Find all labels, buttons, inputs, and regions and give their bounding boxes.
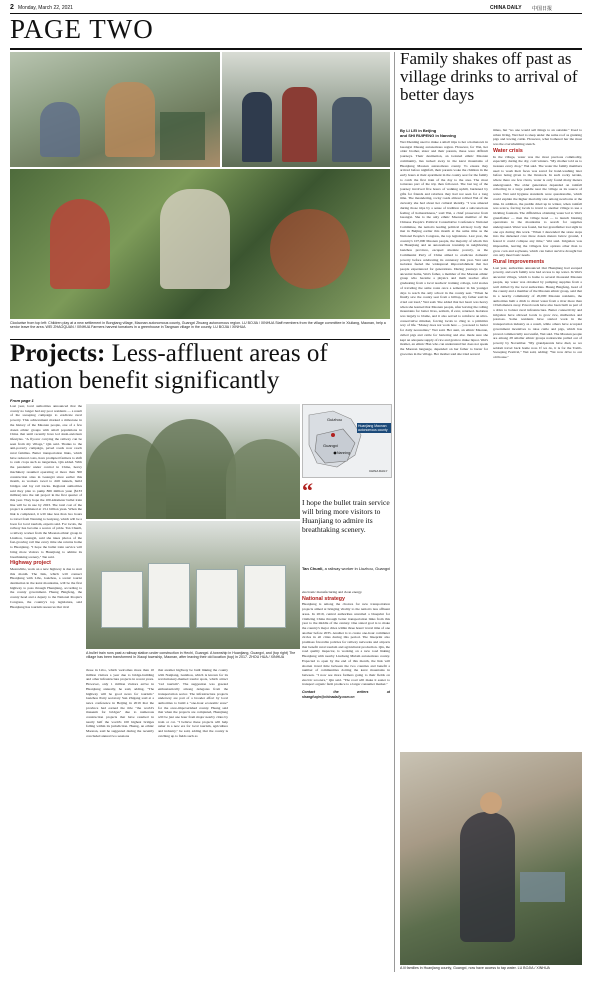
photo-detail — [105, 82, 155, 157]
photo-children-settlement — [10, 52, 220, 167]
photo-detail — [196, 569, 238, 628]
right-story-headline: Family shakes off past as village drinks to arrival of better days — [400, 49, 578, 104]
quote-attribution — [302, 566, 390, 571]
photo-tap-water — [400, 752, 582, 965]
photo-detail — [148, 563, 190, 628]
photo-detail — [242, 92, 272, 162]
photo-karst-mountains — [86, 404, 300, 519]
photo-village-committee — [222, 52, 390, 167]
from-page: From page 1 — [10, 398, 34, 403]
right-story-byline-2: and SHI RUIPENG in Nanning — [400, 133, 457, 138]
main-headline-kicker: Projects: — [10, 340, 106, 367]
subhead-national-strategy: National strategy — [302, 595, 345, 602]
photo-detail — [244, 565, 286, 628]
right-story-divider — [394, 52, 395, 972]
photo-new-village — [86, 521, 300, 649]
map — [302, 404, 392, 478]
section-title: PAGE TWO — [10, 14, 154, 44]
right-story-col1: Wei Zhenting used to make a small trips to her a hometown in Guangxi Zhuang autonomous region. However, for Wei, her older brother, sister and their parents, these were difficult journeys. Their destination, an isolated ethnic Maonan community, lies tucked away in the karst mountains of Huanjiang Maonan autonomous county. To ensure they arrived before nightfall, their parents woke the children in the early hours at their apartment in the county seat for the family to catch the first train of the day to the area. The most torturous part of the trip then followed. The last leg of the journey involved five hours of walking uphill, burdened by gifts for friends and relatives they had not seen for a long time. The meandering, rocky roads almost robbed Wei of the curiosity she had about her cultural identity. "I was amazed during those trips by a sense of tradition and a subconscious feeling of homesickness," said Wei, a chief prosecutor from Guangxi. She is the only ethnic Maonan member of the Chinese People's Political Consultative Conference National Committee, the nation's leading political advisory body that met in Beijing earlier this month at the same time as the National People's Congress, the top legislature. Last year, the country's 107,000 Maonan people, the majority of whom live in Huanjiang and an autonomous township in neighboring Guizhou province, escaped absolute poverty, as the Communist Party of China aimed to eradicate domestic poverty before celebrating its centenary this year. Wei said isolation fueled the widespread impoverishment that her people experienced for generations. During journeys to the ancestral home, Wei's father, a member of the Maonan ethnic group who became a physics and math teacher after graduating from a local teachers' training college, told stories of traveling the same route once a semester in his younger days to reach the only school in the county seat. "When he finally saw the county seat from a hilltop, my father said he cried out loud," Wei said. She added that her heart was heavy when she learned that Maonan people, after leaving the rolling mountains for better lives, seldom, if ever, returned. Isolation was largely to blame, and it also served to reinforce an ultra-conservative mindset, forcing locals to cling to a primitive way of life. "Money does not work here — you need to barter for daily necessities," Wei said. Her aunt, an ethnic Maonan, culled pigs and cattle for bartering and also made sure she kept an adequate supply of rice and grain to make liquor. Wei's mother, an ethnic Han who can understand but does not speak the Maonan language, depended on her father to barter for groceries in the village. Her mother said she tried several — [400, 140, 488, 356]
photo-detail — [332, 97, 372, 162]
map-svg — [303, 405, 391, 477]
main-col1b-text: Meanwhile, work on a new highway is due to start this month. The link, which will connect Huanjiang with Libo, Guizhou, a scenic tourist destination in the karst mountains, will be the first highway to pass through Huanjiang, according to the county government. Huang Bingfeng, the county head and a deputy to the National People's Congress, the country's top legislature, said Huanjiang has tourism resources that rival — [10, 566, 82, 609]
main-col4b-text: Huanjiang is among the choices for new transportation projects aimed at bringing vitality to the nation's less affluent areas. In 2019, central authorities unveiled a blueprint for vitalizing China through better transportation links from this year to the middle of the century. One stated goal is to make the country's major cities within three hours' travel time of one another before 2035. Another is to create one-hour commuter circles in all cities during this period. The blueprint also promises favorable policies for railway networks and airports that benefit rural tourism and agricultural production. Qin, the road quality inspector, is working on a new road linking Huanjiang with nearby Liucheng Mulam autonomous county. Expected to open by the end of this month, the link will shorten travel time between the two counties and benefit a number of communities dotting the karst mountains in between. "I now see more farmers going to their fields on electric scooters," Qin said. "The road will make it easier to transport organic farm produce to a larger consumer market." — [302, 602, 390, 687]
main-headline — [10, 340, 390, 394]
photo-detail — [480, 792, 502, 814]
photo-detail — [520, 872, 565, 902]
main-story-col4 — [302, 590, 390, 974]
main-photo-caption: A bullet train runs past a railway station under construction in Hechi, Guangxi. A township in Huanjiang, Guangxi, and (top right) The village has been transformed in Xiaoqi township, Maonan, after leaving their old location (top) in 2017. ZHOU HUA / XINHUA — [86, 651, 296, 660]
map-label-province: Guizhou — [327, 417, 342, 422]
subhead-water-crisis: Water crisis — [493, 147, 523, 154]
photo-detail — [270, 209, 350, 289]
masthead: CHINA DAILY — [490, 5, 522, 11]
right-story-col2c-text: Last year, authorities announced that Huanjiang had escaped poverty, and each family now had access to tap water. In Wei's ancestral village, which is home to several thousand Maonan people, tap water was obtained by pumping supplies from a well drilled by the local authorities. Huang Bingfeng, head of the county and a member of the Maonan ethnic group, said that in a nearby community of 20,000 Maonan residents, the authorities built a ditch to divert water from a river more than 10 kilometers away. Paved roads have also been built as part of a drive to bolster rural infrastructure. Better connectivity and irrigation have allowed locals to grow rice, mulberries and potatoes. Some residents have started work in the transportation industry as a result, while others have accepted government incentives to raise cattle and pigs, which has proved commercially successful, Wei said. The Maonan people are among 28 smaller ethnic groups nationwide pulled out of poverty by November. "My grandparents have died, so we seldom travel back home now. If we do, it is for the Tomb-Sweeping Festival," Wei said, adding: "We now drive to our old house." — [493, 265, 582, 360]
photo-detail — [50, 199, 110, 289]
page-number: 2 — [10, 4, 14, 11]
main-col4-text: electronic manufacturing and clean energy. — [302, 590, 363, 594]
photo-detail — [160, 189, 230, 289]
right-story-col2 — [493, 128, 582, 748]
right-photo-caption: A lil families in Huanjiang county, Guangxi, now have access to tap water. LU BOJIA / XINHUA — [400, 966, 550, 970]
photo-detail — [40, 102, 80, 157]
map-city-marker — [334, 452, 337, 455]
map-label-region: Guangxi — [323, 443, 338, 448]
main-col1-text: Last year, local authorities announced that the county no longer had any poor residents — a result of the sweeping campaign to eradicate rural poverty. This achievement marked a milestone in the history of the Maonan people, one of a few dozen ethnic groups with small populations in China that until recently have led slash-and-burn lifestyles. "A flyover carrying the railway can be seen from my village," Qin said. Thanks to the anti-poverty campaign, paved roads now reach rural families. Better transportation links, which have reduced costs, have prompted farmers to shift to cash crops such as tangerines, Qin added. With the pandemic under control in China, heavy machinery resumed operating at more than 300 construction sites in Guangxi since earlier this month, as workers raced to drill tunnels, build bridges and lay rail tracks. Regional authorities said they plan to pump 866 million yuan ($133 million) into the rail project in the first quarter of this year. They hope the 100-kilometer bullet train line will be in use by 2023. The total cost of the project is estimated at 13.1 billion yuan. When the link is completed, it will take less than two hours to travel from Nanning to Guiyang, which will be a boon for local tourism, experts said. For locals, the railway has become a source of pride. Tan Chunli, a railway worker from the Maonan ethnic group in Liuzhou, Guangxi, said she takes photos of the fast-growing rail line every time she returns home to Huanjiang. "I hope the bullet train service will bring more visitors to Huanjiang to admire its breathtaking scenery," Tan said. — [10, 404, 82, 559]
main-story-col3b — [232, 668, 300, 974]
right-story-col2b-text: In the village, water was the most precious commodity, especially during the dry, cold winters. "My mother told us to treasure every drop," Wei said. The water the family members used to wash their faces was saved for hand-washing later before being given to the livestock. In such rocky terrain, where there are few rivers, water is only found many meters underground. The older generation depended on rainfall collecting in a large puddle near the village as its source of water. Wei said hygiene standards were questionable, which could explain the higher mortality rate among newborns at the time. In addition, the puddle dried up in winter, when rainfall was scarce, forcing locals to travel to another village to use a trickling fountain. The difficulties obtaining water led to Wei's grandfather — then the village head — to launch blasting operations in the mountains to search for supplies underground. Water was found, but her grandfather lost sight in one eye during this work. "When I descended the stone steps into the darkened cave three dozen meters below ground, I feared it could collapse any time," Wei said. Irrigation was impossible, leaving the villagers few options other than to grow corn and soybeans, which can better survive drought but can only meet basic needs. — [493, 154, 582, 258]
pull-quote: I hope the bullet train service will bring more visitors to Huanjiang to admire its breathtaking scenery. — [302, 498, 390, 534]
main-story-col3: that another highway be built linking the county with Nanjiang, Guizhou, which is known for its revolutionary-themed tourist spots, which attract "red tourism". The suggestion was greeted enthusiastically among delegates from the transportation sector. The infrastructure projects underway are part of a broader effort by local authorities to build a "one-hour economic zone" for the once-impoverished county. Huang said that when the projects are completed, Huanjiang will be just one hour from major nearby cities by train or car. "I believe these projects will help usher in a new era for local tourism, agriculture and industry," he said, adding that the county is catching up to fields such as — [158, 668, 228, 738]
date-line: Monday, March 22, 2021 — [18, 5, 73, 11]
quote-mark: “ — [302, 478, 313, 503]
photo-detail — [160, 112, 205, 160]
photo-detail — [226, 439, 300, 519]
subhead-highway-project: Highway project — [10, 560, 51, 567]
photo-detail — [282, 87, 317, 162]
right-story-byline-1: By LI LEI in Beijing — [400, 128, 437, 133]
map-label-county: Huanjiang Maonan autonomous county — [357, 423, 391, 433]
map-credit: CHINA DAILY — [369, 469, 388, 473]
photo-tomato-greenhouse — [10, 169, 390, 319]
top-photos-caption: Clockwise from top left: Children play at a new settlement in Bongtang village, Maonan autonomous county, Guangxi Zhuang autonomous region. LU BOJIA / XINHUA Staff members from the village committee in Xiuliang, Maonan, help a senior leave the area. WEI ZHAOQUAN / XINHUA Farmers harvest tomatoes in a greenhouse in Tangwan village in the county. LU BOJIA / XINHUA — [10, 321, 386, 330]
photo-detail — [146, 419, 236, 519]
right-story-col2-text: times, but "no one would sell things to an outsider." Used to urban living, Wei had to sleep under the same roof as grunting pigs and lowing cattle. However, what bothered her the most was the overwhelming stench. — [493, 128, 582, 147]
main-headline-rest: Less-affluent areas of nation benefit significantly — [10, 340, 328, 394]
contact-line: Contact the writers at shangfuqin@chinadaily.com.cn — [302, 690, 390, 699]
photo-detail — [460, 812, 515, 942]
quote-attrib-name: Tan Chunli, — [302, 566, 324, 571]
quote-attrib-role: a railway worker in Liuzhou, Guangxi — [324, 566, 390, 571]
map-county-marker — [331, 433, 335, 437]
main-story-col2: those in Libo, which welcomes more than 10 million visitors a year due to bridge-building and other infrastructure projects in recent years. However, only 1 million visitors arrive in Huanjiang annually, he said, adding, "The highway will be good news for tourism." Guizhou Party secretary Sun Zhigang said at a news conference in Beijing in 2019 that the province had earned the title "the world's museum for bridges" due to numerous construction projects that have resulted in nearly half the world's 100 highest bridges falling within its jurisdiction. Huang, an ethnic Maonan, said he suggested during the recently concluded annual two sessions — [86, 668, 154, 738]
subhead-rural-improvements: Rural improvements — [493, 258, 545, 265]
map-label-city: Nanning — [337, 451, 351, 455]
photo-detail — [101, 571, 143, 628]
main-story-col1 — [10, 404, 82, 974]
masthead-chinese: 中国日报 — [532, 6, 553, 12]
